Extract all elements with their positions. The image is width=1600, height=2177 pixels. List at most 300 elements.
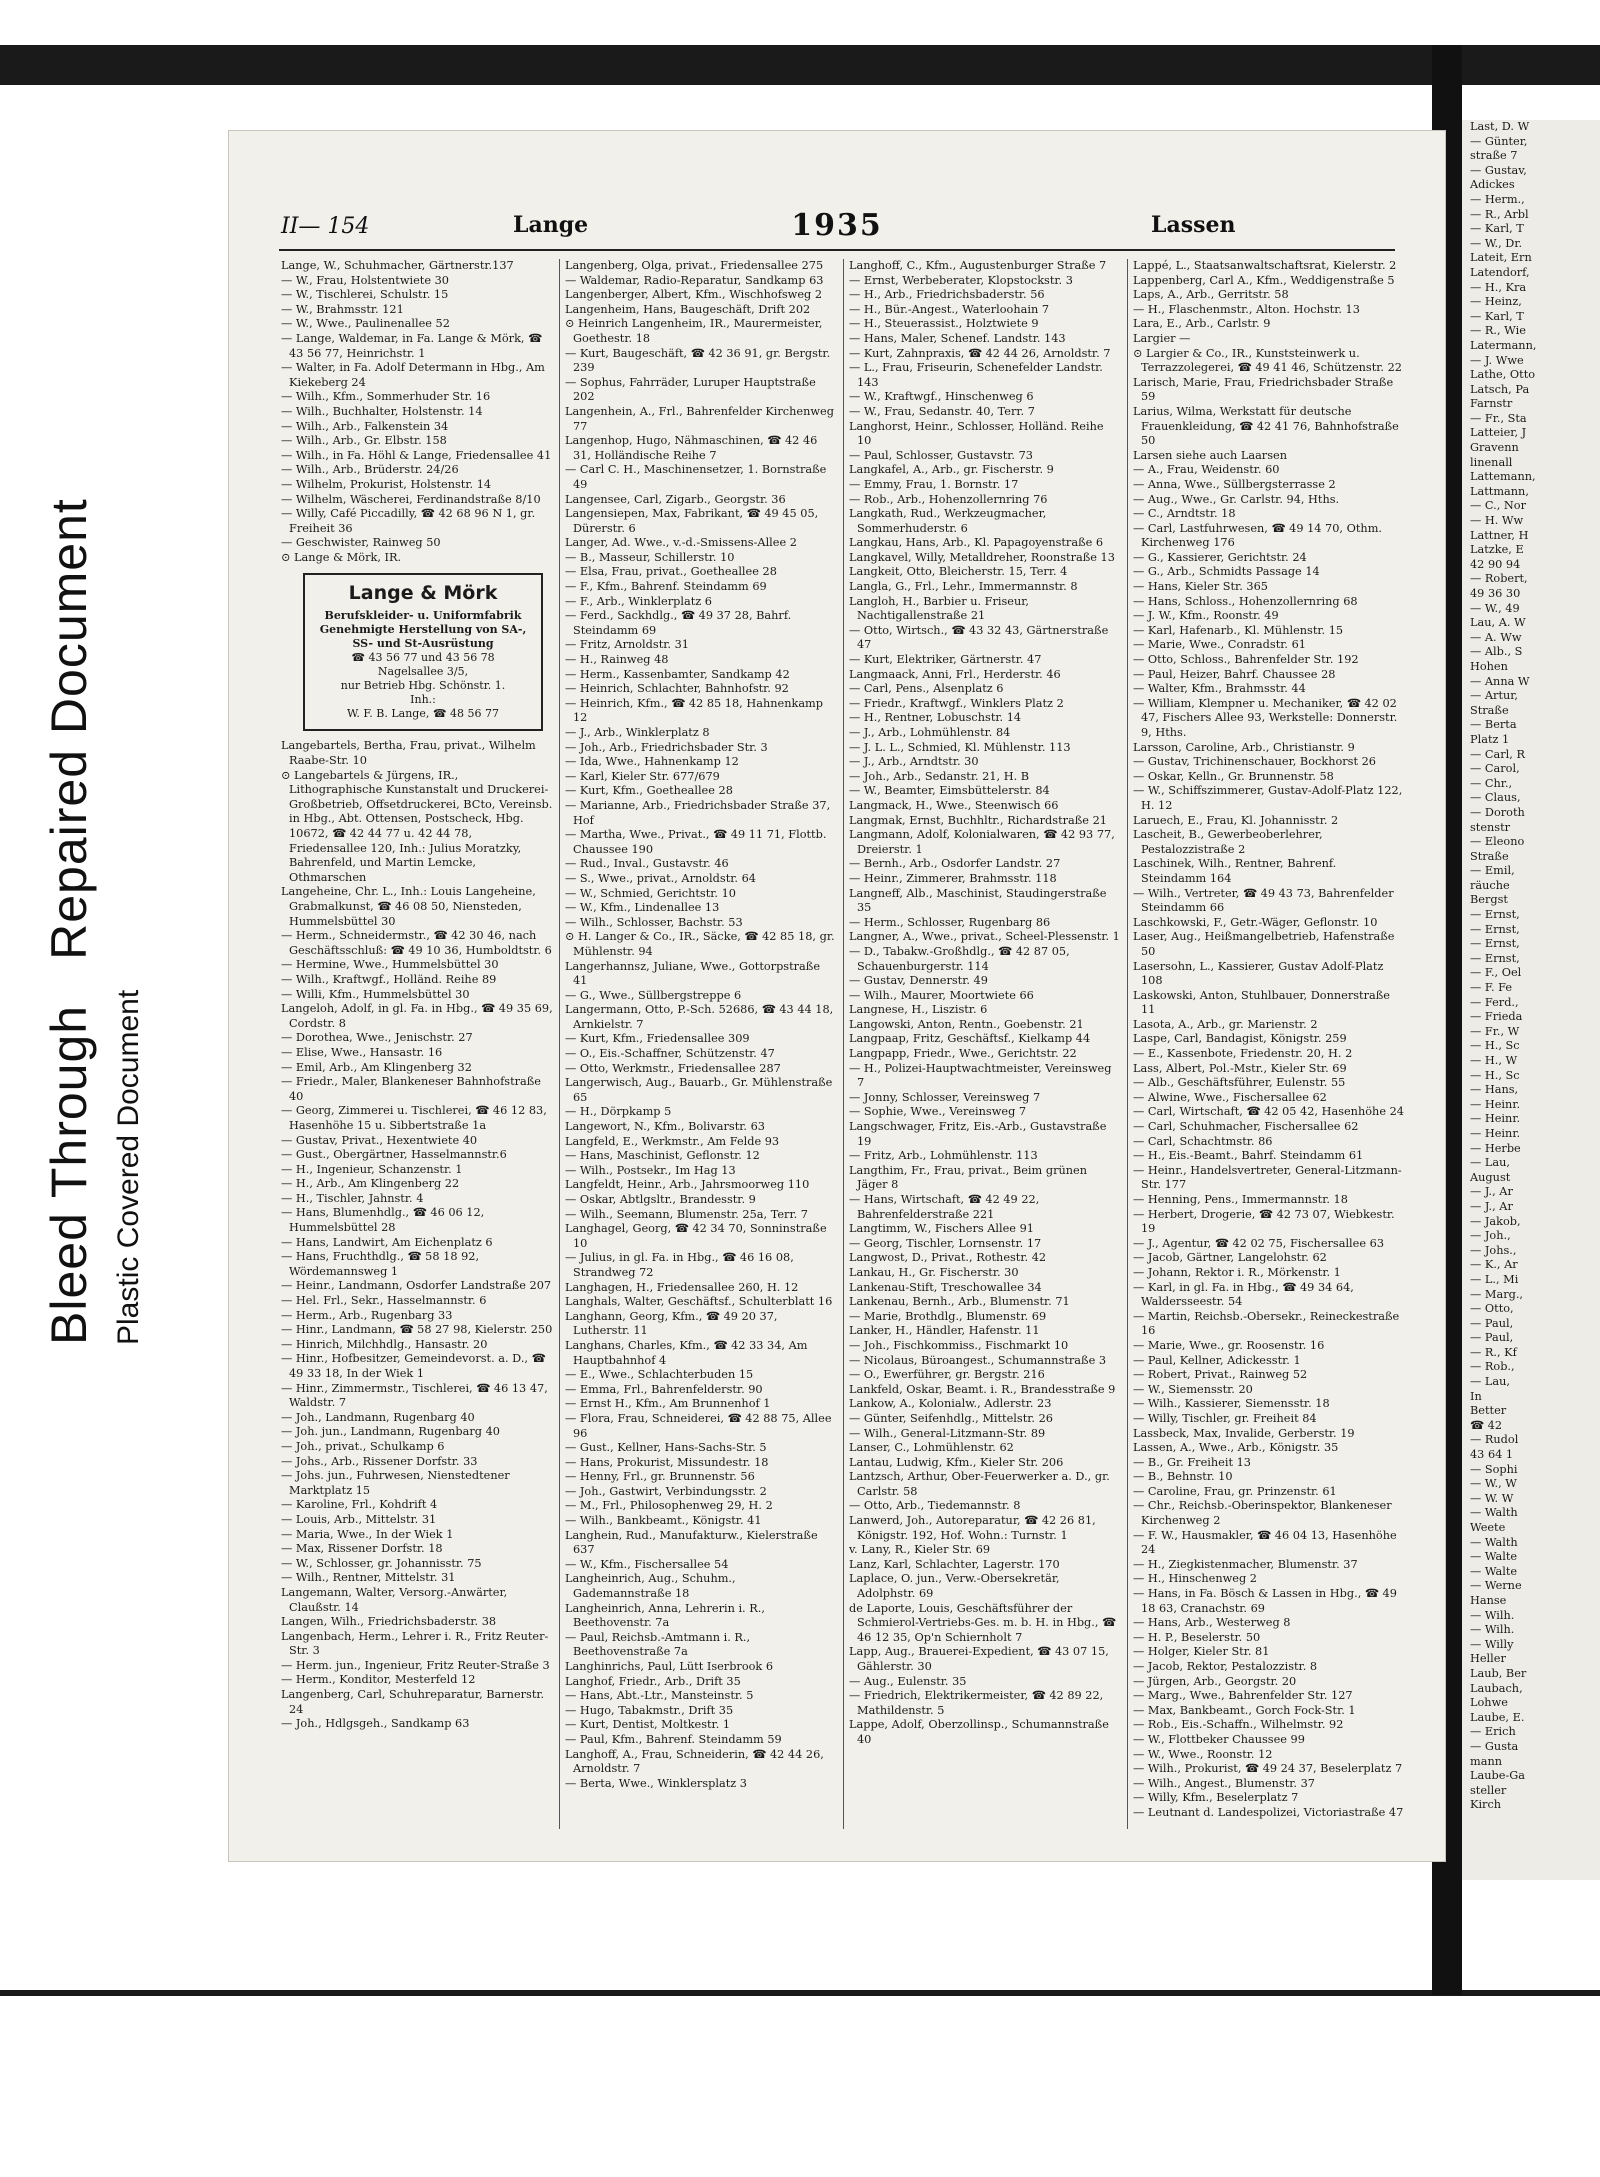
- directory-entry: — Walter, Kfm., Brahmsstr. 44: [1133, 682, 1306, 696]
- next-page-line: — Willy: [1470, 1637, 1514, 1651]
- directory-entry: — Hugo, Tabakmstr., Drift 35: [565, 1703, 734, 1717]
- directory-entry: — Hans, Landwirt, Am Eichenplatz 6: [281, 1235, 493, 1249]
- directory-entry: Langwost, D., Privat., Rothestr. 42: [849, 1251, 1047, 1265]
- column-divider: [843, 259, 844, 1829]
- directory-entry: — Hinr., Hofbesitzer, Gemeindevorst. a. D., ☎ 49 33 18, In der Wiek 1: [281, 1352, 546, 1380]
- directory-entry: — Martha, Wwe., Privat., ☎ 49 11 71, Flottb. Chaussee 190: [565, 828, 827, 856]
- next-page-line: — Gusta: [1470, 1739, 1519, 1753]
- directory-entry: Langmack, H., Wwe., Steenwisch 66: [849, 798, 1059, 812]
- next-page-line: — F., Oel: [1470, 966, 1522, 980]
- directory-entry: — H., Flaschenmstr., Alton. Hochstr. 13: [1133, 302, 1360, 316]
- directory-entry: — Heinr., Landmann, Osdorfer Landstraße 207: [281, 1279, 552, 1293]
- next-page-line: — Günter,: [1470, 134, 1528, 148]
- directory-entry: — Marianne, Arb., Friedrichsbader Straße 37, Hof: [565, 798, 831, 827]
- directory-entry: — A., Frau, Weidenstr. 60: [1133, 463, 1280, 477]
- directory-entry: Langhinrichs, Paul, Lütt Iserbrook 6: [565, 1660, 774, 1673]
- next-page-line: — Claus,: [1470, 791, 1521, 805]
- directory-entry: Langkavel, Willy, Metalldreher, Roonstraße 13: [849, 550, 1115, 564]
- directory-entry: — G., Kassierer, Gerichtstr. 24: [1133, 550, 1307, 564]
- next-page-line: Farnstr: [1470, 397, 1513, 411]
- ad-owner: W. F. B. Lange, ☎ 48 56 77: [346, 707, 500, 721]
- directory-entry: — Wilh., Schlosser, Bachstr. 53: [565, 915, 743, 929]
- directory-entry: — Wilh., Kraftwgf., Holländ. Reihe 89: [281, 972, 497, 986]
- directory-entry: — F., Kfm., Bahrenf. Steindamm 69: [565, 580, 767, 594]
- directory-entry: — Marg., Wwe., Bahrenfelder Str. 127: [1133, 1689, 1353, 1703]
- ad-sub1: Berufskleider- u. Uniformfabrik: [324, 609, 522, 623]
- directory-entry: Langenhein, A., Frl., Bahrenfelder Kirchenweg 77: [565, 404, 834, 433]
- directory-entry: — Rob., Eis.-Schaffn., Wilhelmstr. 92: [1133, 1718, 1344, 1732]
- directory-entry: — Gustav, Dennerstr. 49: [849, 974, 988, 988]
- ad-sub2: Genehmigte Herstellung von SA-, SS- und St-Ausrüstung: [319, 623, 527, 651]
- directory-entry: — Carl, Schuhmacher, Fischersallee 62: [1133, 1120, 1359, 1134]
- directory-entry: — J., Arb., Arndtstr. 30: [849, 755, 979, 769]
- directory-entry: — Kurt, Baugeschäft, ☎ 42 36 91, gr. Bergstr. 239: [565, 346, 831, 375]
- directory-entry: — Joh., Hdlgsgeh., Sandkamp 63: [281, 1717, 470, 1731]
- directory-entry: Langkeit, Otto, Bleicherstr. 15, Terr. 4: [849, 565, 1068, 579]
- directory-entry: — Wilh., Kassierer, Siemensstr. 18: [1133, 1397, 1330, 1411]
- directory-entry: — Günter, Seifenhdlg., Mittelstr. 26: [849, 1411, 1053, 1425]
- next-page-line: — Wilh.: [1470, 1608, 1515, 1622]
- header-year: 1935: [791, 208, 883, 243]
- directory-entry: — Paul, Kfm., Bahrenf. Steindamm 59: [565, 1732, 782, 1746]
- next-page-line: straße 7: [1470, 149, 1518, 163]
- next-page-line: Latteier, J: [1470, 426, 1527, 440]
- directory-entry: — Jürgen, Arb., Georgstr. 20: [1133, 1674, 1297, 1688]
- directory-entry: Langhagen, H., Friedensallee 260, H. 12: [565, 1280, 799, 1294]
- directory-entry: Langhoff, A., Frau, Schneiderin, ☎ 42 44 26, Arnoldstr. 7: [565, 1747, 824, 1776]
- directory-entry: — Karl, in gl. Fa. in Hbg., ☎ 49 34 64, Waldersseestr. 54: [1133, 1280, 1354, 1309]
- directory-entry: — Carl, Schachtmstr. 86: [1133, 1134, 1273, 1148]
- next-page-line: — K., Ar: [1470, 1258, 1518, 1272]
- directory-entry: — Carl, Pens., Alsenplatz 6: [849, 682, 1004, 696]
- next-page-line: — H., Sc: [1470, 1039, 1520, 1053]
- directory-entry: — Bernh., Arb., Osdorfer Landstr. 27: [849, 857, 1061, 871]
- directory-entry: — Wilh., Prokurist, ☎ 49 24 37, Beselerplatz 7: [1133, 1762, 1403, 1776]
- directory-entry: Langmaack, Anni, Frl., Herderstr. 46: [849, 667, 1061, 681]
- directory-entry: — H., Polizei-Hauptwachtmeister, Vereinsweg 7: [849, 1061, 1112, 1090]
- next-page-line: — Walth: [1470, 1506, 1518, 1520]
- directory-entry: Langhein, Rud., Manufakturw., Kielerstraße 637: [565, 1528, 818, 1557]
- directory-entry: — Hermine, Wwe., Hummelsbüttel 30: [281, 958, 499, 972]
- ad-inh: Inh.:: [410, 693, 436, 707]
- next-page-line: — W. W: [1470, 1491, 1514, 1505]
- directory-entry: — G., Arb., Schmidts Passage 14: [1133, 565, 1320, 579]
- directory-column-4: [1133, 259, 1405, 1829]
- directory-entry: — Marie, Brothdlg., Blumenstr. 69: [849, 1309, 1047, 1323]
- directory-entry: — W., Beamter, Eimsbüttelerstr. 84: [849, 784, 1050, 798]
- directory-entry: — Wilh., Maurer, Moortwiete 66: [849, 988, 1034, 1002]
- next-page-line: — Ernst,: [1470, 951, 1520, 965]
- directory-entry: — Rob., Arb., Hohenzollernring 76: [849, 492, 1048, 506]
- directory-entry: — Kurt, Elektriker, Gärtnerstr. 47: [849, 653, 1042, 667]
- directory-entry: — Johann, Rektor i. R., Mörkenstr. 1: [1133, 1265, 1341, 1279]
- directory-entry: de Laporte, Louis, Geschäftsführer der Schmierol-Vertriebs-Ges. m. b. H. in Hbg., ☎ 46 12 35, Op'n Schiernholt 7: [849, 1601, 1117, 1644]
- directory-entry: — H., Ziegkistenmacher, Blumenstr. 37: [1133, 1557, 1358, 1571]
- next-page-line: Latermann,: [1470, 338, 1537, 352]
- directory-entry: — Heinrich, Schlachter, Bahnhofstr. 92: [565, 682, 789, 696]
- directory-entry: — Emma, Frl., Bahrenfelderstr. 90: [565, 1382, 763, 1396]
- directory-entry: Langerwisch, Aug., Bauarb., Gr. Mühlenstraße 65: [565, 1076, 833, 1104]
- directory-entry: Langensee, Carl, Zigarb., Georgstr. 36: [565, 492, 786, 506]
- directory-entry: Langenberg, Carl, Schuhreparatur, Barnerstr. 24: [281, 1688, 545, 1716]
- directory-entry: Lappenberg, Carl A., Kfm., Weddigenstraße 5: [1133, 273, 1395, 287]
- directory-entry: — Otto, Wirtsch., ☎ 43 32 43, Gärtnerstraße 47: [849, 623, 1109, 652]
- directory-entry: Lantau, Ludwig, Kfm., Kieler Str. 206: [849, 1455, 1064, 1469]
- directory-entry: Langeheine, Chr. L., Inh.: Louis Langeheine, Grabmalkunst, ☎ 46 08 50, Niensteden, Hummelsbüttel 30: [281, 885, 536, 928]
- column-divider: [559, 259, 560, 1829]
- ad-phone: ☎ 43 56 77 und 43 56 78: [351, 651, 495, 665]
- next-page-line: — F. Fe: [1470, 981, 1513, 995]
- next-page-line: Hohen: [1470, 659, 1508, 673]
- directory-entry: — Elsa, Frau, privat., Goetheallee 28: [565, 565, 777, 579]
- next-page-line: August: [1470, 1170, 1511, 1184]
- directory-entry: Langthim, Fr., Frau, privat., Beim grünen Jäger 8: [849, 1163, 1087, 1192]
- directory-entry: — Alwine, Wwe., Fischersallee 62: [1133, 1090, 1327, 1104]
- next-page-line: — Robert,: [1470, 572, 1528, 586]
- directory-entry: ⊙ Heinrich Langenheim, IR., Maurermeister, Goethestr. 18: [565, 317, 823, 345]
- directory-entry: — H., Arb., Am Klingenberg 22: [281, 1177, 460, 1191]
- directory-entry: — W., Flottbeker Chaussee 99: [1133, 1732, 1305, 1746]
- directory-entry: — Sophus, Fahrräder, Luruper Hauptstraße 202: [565, 375, 816, 404]
- scanned-page: [228, 130, 1446, 1862]
- directory-entry: — Dorothea, Wwe., Jenischstr. 27: [281, 1031, 473, 1045]
- directory-entry: Langnese, H., Liszistr. 6: [849, 1003, 988, 1017]
- directory-entry: Langfeldt, Heinr., Arb., Jahrsmoorweg 110: [565, 1178, 810, 1192]
- directory-entry: — H., Bür.-Angest., Waterloohain 7: [849, 302, 1050, 316]
- directory-entry: Lankfeld, Oskar, Beamt. i. R., Brandesstraße 9: [849, 1382, 1116, 1396]
- next-page-line: Weete: [1470, 1521, 1506, 1534]
- directory-entry: — D., Tabakw.-Großhdlg., ☎ 42 87 05, Schauenburgerstr. 114: [849, 944, 1070, 973]
- directory-entry: — Martin, Reichsb.-Obersekr., Reineckestraße 16: [1133, 1309, 1400, 1338]
- directory-column-3: [849, 259, 1121, 1829]
- directory-entry: Langkath, Rud., Werkzeugmacher, Sommerhuderstr. 6: [849, 507, 1047, 535]
- next-page-line: — Heinr.: [1470, 1112, 1521, 1126]
- directory-entry: — Henning, Pens., Immermannstr. 18: [1133, 1193, 1348, 1206]
- next-page-line: — Rob.,: [1470, 1360, 1515, 1374]
- next-page-line: — R., Kf: [1470, 1345, 1517, 1359]
- directory-entry: — L., Frau, Friseurin, Schenefelder Landstr. 143: [849, 361, 1103, 389]
- directory-entry: — Wilh., in Fa. Höhl & Lange, Friedensallee 41: [281, 448, 552, 462]
- next-page-line: — R., Wie: [1470, 324, 1526, 338]
- directory-entry: — G., Wwe., Süllbergstreppe 6: [565, 988, 742, 1002]
- directory-entry: — Hans, Prokurist, Missundestr. 18: [565, 1455, 769, 1469]
- directory-entry: — Otto, Arb., Tiedemannstr. 8: [849, 1499, 1021, 1513]
- directory-entry: — Flora, Frau, Schneiderei, ☎ 42 88 75, Allee 96: [565, 1411, 832, 1440]
- directory-entry: — H., Rentner, Lobuschstr. 14: [849, 711, 1022, 725]
- directory-entry: Langenhop, Hugo, Nähmaschinen, ☎ 42 46 31, Holländische Reihe 7: [565, 434, 818, 462]
- directory-entry: — Paul, Heizer, Bahrf. Chaussee 28: [1133, 667, 1336, 681]
- directory-entry: Laps, A., Arb., Gerritstr. 58: [1133, 288, 1289, 302]
- directory-entry: — Wilh., Seemann, Blumenstr. 25a, Terr. 7: [565, 1207, 808, 1221]
- directory-entry: — Wilh., Postsekr., Im Hag 13: [565, 1163, 736, 1177]
- bleed-label: Bleed Through: [41, 1004, 97, 1345]
- directory-entry: — W., Kfm., Lindenallee 13: [565, 901, 720, 915]
- directory-entry: Langmann, Adolf, Kolonialwaren, ☎ 42 93 77, Dreierstr. 1: [849, 828, 1115, 856]
- directory-entry: — Georg, Tischler, Lornsenstr. 17: [849, 1236, 1042, 1250]
- next-page-line: — H. Ww: [1470, 514, 1524, 528]
- directory-entry: — Herm. jun., Ingenieur, Fritz Reuter-Straße 3: [281, 1658, 550, 1672]
- directory-entry: — Gust., Obergärtner, Hasselmannstr.6: [281, 1148, 507, 1162]
- directory-entry: Larius, Wilma, Werkstatt für deutsche Frauenkleidung, ☎ 42 41 76, Bahnhofstraße 50: [1133, 404, 1399, 448]
- directory-entry: Lasota, A., Arb., gr. Marienstr. 2: [1133, 1017, 1318, 1031]
- directory-entry: Lankow, A., Kolonialw., Adlerstr. 23: [849, 1397, 1052, 1411]
- directory-entry: — Hans, Wirtschaft, ☎ 42 49 22, Bahrenfelderstraße 221: [849, 1193, 1040, 1221]
- directory-entry: Langensiepen, Max, Fabrikant, ☎ 49 45 05, Dürerstr. 6: [565, 507, 819, 535]
- directory-entry: Langeloh, Adolf, in gl. Fa. in Hbg., ☎ 49 35 69, Cordstr. 8: [281, 1002, 553, 1030]
- directory-entry: — W., Kraftwgf., Hinschenweg 6: [849, 390, 1034, 404]
- next-page-line: Adickes: [1470, 178, 1515, 192]
- directory-entry: — O., Ewerführer, gr. Bergstr. 216: [849, 1368, 1045, 1382]
- next-page-line: — Doroth: [1470, 805, 1525, 819]
- directory-entry: — Heinr., Zimmerer, Brahmsstr. 118: [849, 871, 1057, 885]
- directory-entry: — Otto, Schloss., Bahrenfelder Str. 192: [1133, 653, 1359, 667]
- next-page-line: — Sophi: [1470, 1462, 1518, 1476]
- next-page-line: — A. Ww: [1470, 630, 1522, 644]
- next-page-line: — Berta: [1470, 718, 1517, 732]
- directory-entry: — Wilh., Bankbeamt., Königstr. 41: [565, 1514, 762, 1528]
- directory-entry: — Robert, Privat., Rainweg 52: [1133, 1368, 1308, 1382]
- directory-entry: Langla, G., Frl., Lehr., Immermannstr. 8: [849, 580, 1078, 594]
- directory-entry: — Johs. jun., Fuhrwesen, Nienstedtener Marktplatz 15: [281, 1469, 510, 1497]
- directory-entry: — Maria, Wwe., In der Wiek 1: [281, 1527, 454, 1541]
- directory-entry: Langenberger, Albert, Kfm., Wischhofsweg 2: [565, 288, 823, 302]
- directory-entry: Langheinrich, Anna, Lehrerin i. R., Beethovenstr. 7a: [565, 1601, 765, 1630]
- directory-entry: — Carl, Wirtschaft, ☎ 42 05 42, Hasenhöhe 24: [1133, 1105, 1404, 1119]
- directory-entry: — Carl, Lastfuhrwesen, ☎ 49 14 70, Othm. Kirchenweg 176: [1133, 521, 1382, 550]
- directory-entry: Lantzsch, Arthur, Ober-Feuerwerker a. D., gr. Carlstr. 58: [849, 1470, 1110, 1498]
- next-page-line: Lohwe: [1470, 1696, 1508, 1710]
- directory-entry: — Wilhelm, Wäscherei, Ferdinandstraße 8/10: [281, 492, 541, 506]
- directory-entry: — Wilh., Buchhalter, Holstenstr. 14: [281, 404, 483, 418]
- directory-entry: Lasersohn, L., Kassierer, Gustav Adolf-Platz 108: [1133, 959, 1384, 988]
- next-page-line: räuche: [1470, 878, 1510, 892]
- next-page-line: Latzke, E: [1470, 543, 1524, 557]
- directory-entry: — Karoline, Frl., Kohdrift 4: [281, 1498, 438, 1512]
- directory-entry: — S., Wwe., privat., Arnoldstr. 64: [565, 871, 756, 885]
- directory-entry: — Aug., Eulenstr. 35: [849, 1674, 967, 1688]
- directory-entry: — H., Dörpkamp 5: [565, 1105, 672, 1119]
- scan-border-bottom: [0, 1990, 1600, 1996]
- directory-entry: — Marie, Wwe., Conradstr. 61: [1133, 638, 1306, 652]
- next-page-line: Latsch, Pa: [1470, 382, 1530, 396]
- next-page-line: — Fr., Sta: [1470, 411, 1527, 425]
- directory-entry: Langerhannsz, Juliane, Wwe., Gottorpstraße 41: [565, 959, 821, 988]
- next-page-line: ☎ 42: [1470, 1418, 1503, 1432]
- directory-entry: — Willi, Kfm., Hummelsbüttel 30: [281, 987, 470, 1001]
- directory-entry: — Karl, Hafenarb., Kl. Mühlenstr. 15: [1133, 623, 1344, 637]
- directory-entry: Langschwager, Fritz, Eis.-Arb., Gustavstraße 19: [849, 1120, 1107, 1148]
- next-page-line: — C., Nor: [1470, 499, 1526, 513]
- directory-entry: — Hans, in Fa. Bösch & Lassen in Hbg., ☎ 49 18 63, Cranachstr. 69: [1133, 1587, 1397, 1615]
- directory-entry: Langowski, Anton, Rentn., Goebenstr. 21: [849, 1017, 1084, 1031]
- next-page-line: — Jakob,: [1470, 1214, 1521, 1228]
- ad-address: Nagelsallee 3/5,: [377, 665, 469, 679]
- directory-entry: — Nicolaus, Büroangest., Schumannstraße 3: [849, 1353, 1107, 1367]
- directory-entry: — Alb., Geschäftsführer, Eulenstr. 55: [1133, 1076, 1346, 1090]
- directory-entry: — M., Frl., Philosophenweg 29, H. 2: [565, 1499, 773, 1513]
- directory-entry: Lanwerd, Joh., Autoreparatur, ☎ 42 26 81, Königstr. 192, Hof. Wohn.: Turnstr. 1: [849, 1514, 1096, 1542]
- directory-entry: — H., Rainweg 48: [565, 653, 669, 667]
- directory-entry: Langhof, Friedr., Arb., Drift 35: [565, 1674, 741, 1688]
- directory-entry: — Herm., Schlosser, Rugenbarg 86: [849, 915, 1051, 929]
- directory-entry: Lascheit, B., Gewerbeoberlehrer, Pestalozzistraße 2: [1133, 828, 1323, 856]
- directory-entry: — E., Wwe., Schlachterbuden 15: [565, 1368, 754, 1382]
- directory-entry: — Herm., Kassenbamter, Sandkamp 42: [565, 667, 790, 681]
- directory-entry: — Jacob, Rektor, Pestalozzistr. 8: [1133, 1660, 1318, 1673]
- directory-entry: — Heinrich, Kfm., ☎ 42 85 18, Hahnenkamp 12: [565, 696, 823, 725]
- next-page-line: Platz 1: [1470, 732, 1510, 746]
- directory-entry: ⊙ Largier & Co., IR., Kunststeinwerk u. Terrazzolegerei, ☎ 49 41 46, Schützenstr. 22: [1133, 346, 1402, 375]
- next-page-line: — W., 49: [1470, 601, 1520, 615]
- directory-entry: Langenbach, Herm., Lehrer i. R., Fritz Reuter-Str. 3: [281, 1629, 549, 1658]
- directory-entry: — Herbert, Drogerie, ☎ 42 73 07, Wiebkestr. 19: [1133, 1207, 1395, 1236]
- directory-entry: — H., Steuerassist., Holztwiete 9: [849, 317, 1039, 331]
- directory-entry: Lara, E., Arb., Carlstr. 9: [1133, 317, 1271, 331]
- directory-entry: — H., Hinschenweg 2: [1133, 1572, 1257, 1586]
- directory-entry: — Paul, Kellner, Adickesstr. 1: [1133, 1353, 1301, 1367]
- directory-entry: — Ernst H., Kfm., Am Brunnenhof 1: [565, 1397, 771, 1411]
- next-page-line: — Heinz,: [1470, 295, 1522, 309]
- directory-entry: — Kurt, Dentist, Moltkestr. 1: [565, 1718, 731, 1732]
- directory-entry: — Gustav, Trichinenschauer, Bockhorst 26: [1133, 755, 1376, 769]
- directory-entry: — Jacob, Gärtner, Langelohstr. 62: [1133, 1251, 1327, 1265]
- directory-entry: Langtimm, W., Fischers Allee 91: [849, 1222, 1034, 1236]
- directory-entry: — Marie, Wwe., gr. Roosenstr. 16: [1133, 1338, 1325, 1352]
- directory-entry: Langhals, Walter, Geschäftsf., Schulterblatt 16: [565, 1295, 833, 1309]
- page-header: [281, 206, 1393, 246]
- next-page-line: — R., Arbl: [1470, 207, 1529, 221]
- directory-entry: — Waldemar, Radio-Reparatur, Sandkamp 63: [565, 273, 824, 287]
- directory-entry: — W., Tischlerei, Schulstr. 15: [281, 288, 449, 302]
- directory-entry: — Henny, Frl., gr. Brunnenstr. 56: [565, 1470, 755, 1484]
- directory-entry: — Carl C. H., Maschinensetzer, 1. Bornstraße 49: [565, 463, 827, 491]
- directory-entry: Laspe, Carl, Bandagist, Königstr. 259: [1133, 1032, 1347, 1046]
- directory-entry: — Friedr., Kraftwgf., Winklers Platz 2: [849, 696, 1064, 710]
- directory-entry: — Johs., Arb., Rissener Dorfstr. 33: [281, 1454, 478, 1468]
- next-page-line: Lathe, Otto: [1470, 368, 1536, 382]
- next-page-line: — Karl, T: [1470, 222, 1524, 236]
- directory-entry: ⊙ Lange & Mörk, IR.: [281, 550, 402, 564]
- directory-entry: Langloh, H., Barbier u. Friseur, Nachtigallenstraße 21: [849, 594, 1030, 623]
- next-page-line: — Gustav,: [1470, 163, 1527, 177]
- directory-entry: — Joh. jun., Landmann, Rugenbarg 40: [281, 1425, 500, 1439]
- ad-address2: nur Betrieb Hbg. Schönstr. 1.: [340, 679, 506, 693]
- next-page-line: — Hans,: [1470, 1083, 1519, 1097]
- directory-entry: — Oskar, Kelln., Gr. Brunnenstr. 58: [1133, 769, 1334, 783]
- directory-entry: — Jonny, Schlosser, Vereinsweg 7: [849, 1090, 1041, 1104]
- directory-entry: Langermann, Otto, P.-Sch. 52686, ☎ 43 44 18, Arnkielstr. 7: [565, 1003, 834, 1031]
- directory-entry: — W., Schmied, Gerichtstr. 10: [565, 886, 736, 900]
- directory-entry: — H., Ingenieur, Schanzenstr. 1: [281, 1162, 463, 1176]
- directory-entry: — Georg, Zimmerei u. Tischlerei, ☎ 46 12 83, Hasenhöhe 15 u. Sibbertstraße 1a: [281, 1104, 547, 1132]
- directory-entry: Larisch, Marie, Frau, Friedrichsbader Straße 59: [1133, 375, 1394, 404]
- next-page-line: — Paul,: [1470, 1331, 1514, 1345]
- directory-entry: — Leutnant d. Landespolizei, Victoriastraße 47: [1133, 1805, 1404, 1819]
- next-page-line: — J., Ar: [1470, 1185, 1513, 1199]
- directory-entry: — Wilh., Vertreter, ☎ 49 43 73, Bahrenfelder Steindamm 66: [1133, 886, 1394, 915]
- directory-entry: — J., Arb., Winklerplatz 8: [565, 726, 710, 739]
- next-page-line: — Anna W: [1470, 674, 1530, 688]
- next-page-line: — Fr., W: [1470, 1024, 1520, 1038]
- directory-entry: — Emmy, Frau, 1. Bornstr. 17: [849, 477, 1019, 491]
- next-page-line: — Ernst,: [1470, 937, 1520, 951]
- directory-entry: Laschinek, Wilh., Rentner, Bahrenf. Steindamm 164: [1133, 857, 1337, 885]
- directory-entry: — B., Behnstr. 10: [1133, 1470, 1233, 1484]
- directory-entry: ⊙ Langebartels & Jürgens, IR., Lithographische Kunstanstalt und Druckerei-Großbetrieb, Offsetdruckerei, BCto, Vereinsb. in Hbg., Abt. Ottensen, Postscheck, Hbg. 10672, ☎ 42 44 77 u. 42 44 78, Friedensallee 120, Inh.: Julius Moratzky, Bahrenfeld, und Martin Lemcke, Othmarschen: [281, 768, 553, 884]
- directory-entry: — Hel. Frl., Sekr., Hasselmannstr. 6: [281, 1294, 487, 1308]
- next-page-line: — Otto,: [1470, 1302, 1514, 1316]
- directory-entry: — Max, Rissener Dorfstr. 18: [281, 1542, 443, 1556]
- directory-entry: — W., Frau, Sedanstr. 40, Terr. 7: [849, 404, 1035, 418]
- next-page-line: Latendorf,: [1470, 265, 1530, 279]
- directory-entry: — Paul, Reichsb.-Amtmann i. R., Beethovenstraße 7a: [565, 1630, 751, 1659]
- next-page-line: stenstr: [1470, 820, 1511, 834]
- directory-entry: — Otto, Werkmstr., Friedensallee 287: [565, 1061, 781, 1075]
- next-page-line: linenall: [1470, 455, 1513, 469]
- repaired-label: Repaired Document: [41, 498, 97, 960]
- directory-entry: Lankenau, Bernh., Arb., Blumenstr. 71: [849, 1295, 1070, 1309]
- directory-entry: — Geschwister, Rainweg 50: [281, 536, 441, 550]
- directory-entry: — Wilh., Arb., Falkenstein 34: [281, 419, 449, 433]
- directory-entry: — W., Schiffszimmerer, Gustav-Adolf-Platz 122, H. 12: [1133, 784, 1403, 812]
- next-page-line: — J. Wwe: [1470, 353, 1524, 367]
- directory-entry: — Gust., Kellner, Hans-Sachs-Str. 5: [565, 1441, 767, 1455]
- next-page-line: Laube-Ga: [1470, 1769, 1526, 1783]
- directory-entry: Lange, W., Schuhmacher, Gärtnerstr.137: [281, 259, 514, 272]
- header-keyword-left: Lange: [513, 212, 589, 238]
- directory-entry: Laser, Aug., Heißmangelbetrieb, Hafenstraße 50: [1133, 930, 1395, 958]
- directory-entry: — W., Siemensstr. 20: [1133, 1382, 1253, 1396]
- directory-entry: — Lange, Waldemar, in Fa. Lange & Mörk, ☎ 43 56 77, Heinrichstr. 1: [281, 331, 543, 360]
- next-page-line: — Frieda: [1470, 1010, 1523, 1024]
- next-page-line: — Alb., S: [1470, 645, 1523, 659]
- next-page-line: In: [1470, 1389, 1482, 1403]
- directory-entry: Langebartels, Bertha, Frau, privat., Wilhelm Raabe-Str. 10: [281, 739, 536, 768]
- next-page-line: Gravenn: [1470, 441, 1519, 455]
- next-page-line: Lattner, H: [1470, 528, 1529, 542]
- directory-entry: — Herm., Schneidermstr., ☎ 42 30 46, nach Geschäftsschluß: ☎ 49 10 36, Humboldtstr. 6: [281, 929, 552, 957]
- directory-entry: — B., Gr. Freiheit 13: [1133, 1455, 1251, 1469]
- next-page-line: — Karl, T: [1470, 309, 1524, 323]
- directory-entry: — W., Schlosser, gr. Johannisstr. 75: [281, 1556, 482, 1570]
- directory-entry: — Paul, Schlosser, Gustavstr. 73: [849, 448, 1033, 462]
- next-page-line: — Lau,: [1470, 1375, 1510, 1389]
- directory-entry: Lappe, Adolf, Oberzollinsp., Schumannstraße 40: [849, 1718, 1109, 1746]
- directory-entry: — W., Frau, Holstentwiete 30: [281, 273, 449, 287]
- next-page-line: — Erich: [1470, 1725, 1516, 1739]
- next-page-line: 49 36 30: [1470, 587, 1521, 600]
- directory-entry: — Wilh., Rentner, Mittelstr. 31: [281, 1571, 456, 1585]
- ad-title: Lange & Mörk: [348, 582, 498, 605]
- next-page-line: — Marg.,: [1470, 1287, 1524, 1301]
- next-page-line: — W., W: [1470, 1477, 1517, 1491]
- directory-entry: — Elise, Wwe., Hansastr. 16: [281, 1045, 443, 1059]
- directory-entry: Langhans, Charles, Kfm., ☎ 42 33 34, Am Hauptbahnhof 4: [565, 1338, 808, 1367]
- directory-entry: — Herm., Arb., Rugenbarg 33: [281, 1308, 453, 1322]
- next-page-line: — Walte: [1470, 1564, 1518, 1578]
- directory-entry: — Hans, Kieler Str. 365: [1133, 580, 1268, 594]
- directory-entry: Lankau, H., Gr. Fischerstr. 30: [849, 1265, 1019, 1279]
- next-page-line: Lattmann,: [1470, 484, 1529, 498]
- next-page-line: — Ferd.,: [1470, 995, 1519, 1009]
- next-page-line: — H., W: [1470, 1054, 1518, 1067]
- directory-entry: — Hinrich, Milchhdlg., Hansastr. 20: [281, 1337, 488, 1351]
- next-page-line: steller: [1470, 1783, 1507, 1797]
- next-page-line: — Paul,: [1470, 1316, 1514, 1330]
- header-rule: [279, 249, 1395, 251]
- next-page-line: — H., Kra: [1470, 280, 1527, 294]
- directory-entry: — Kurt, Kfm., Goetheallee 28: [565, 784, 733, 798]
